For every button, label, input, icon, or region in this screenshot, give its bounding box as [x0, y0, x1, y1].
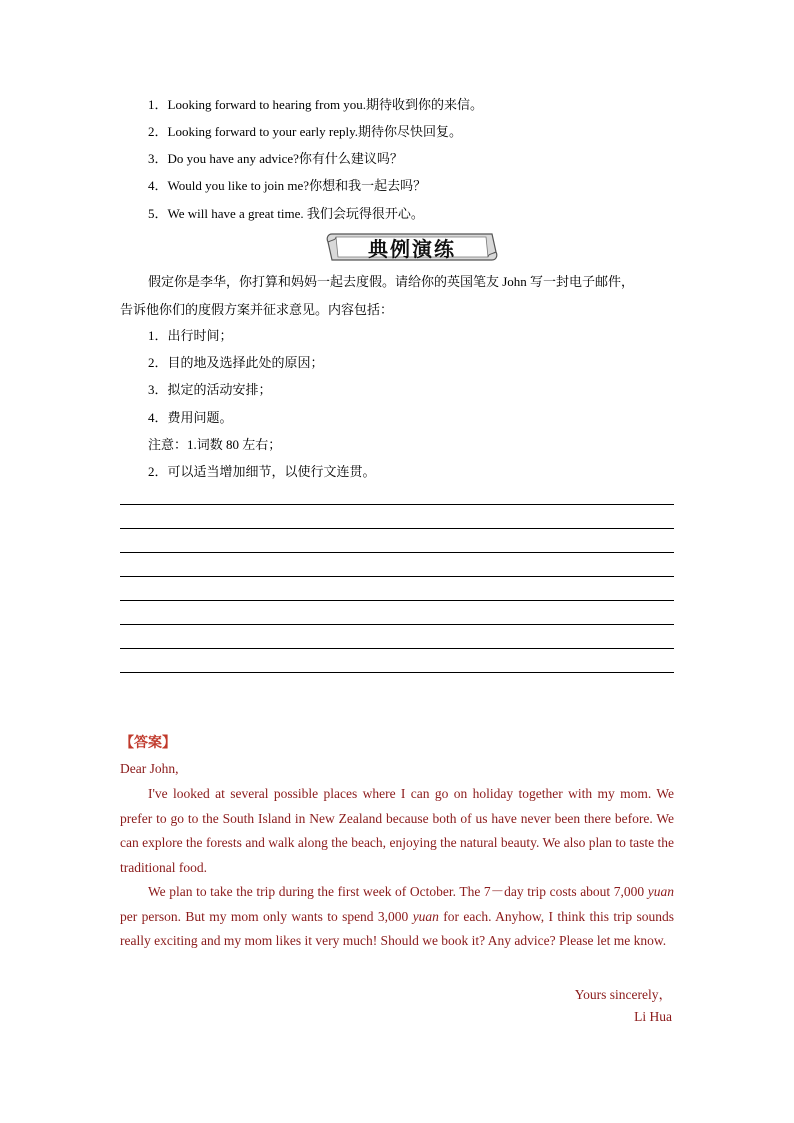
- phrase-item: 3．Do you have any advice?你有什么建议吗？: [148, 151, 403, 166]
- writing-line: [120, 648, 674, 649]
- paragraph-text: We plan to take the trip during the first week of October. The 7－day trip costs about 7,000: [148, 884, 648, 899]
- section-banner: [326, 230, 498, 264]
- letter-paragraph: [120, 880, 674, 954]
- phrase-item: 5．We will have a great time. 我们会玩得很开心。: [148, 206, 424, 221]
- task-point: 3．拟定的活动安排；: [148, 382, 272, 397]
- letter-signature: Li Hua: [634, 1009, 672, 1024]
- writing-line: [120, 552, 674, 553]
- task-point: 1．出行时间；: [148, 328, 233, 343]
- currency-unit: yuan: [412, 908, 439, 924]
- task-point: 2．目的地及选择此处的原因；: [148, 355, 324, 370]
- writing-line: [120, 576, 674, 577]
- letter-salutation: Dear John,: [120, 761, 179, 776]
- writing-line: [120, 528, 674, 529]
- phrase-item: 4．Would you like to join me?你想和我一起去吗？: [148, 178, 427, 193]
- writing-line: [120, 624, 674, 625]
- task-intro: 假定你是李华，你打算和妈妈一起去度假。请给你的英国笔友 John 写一封电子邮件，: [148, 274, 635, 289]
- phrase-item: 2．Looking forward to your early reply.期待你尽快回复。: [148, 124, 462, 139]
- letter-closing: Yours sincerely，: [574, 987, 672, 1002]
- task-point: 4．费用问题。: [148, 410, 233, 425]
- answer-writing-lines: [120, 504, 674, 696]
- writing-line: [120, 504, 674, 505]
- answer-label: 【答案】: [120, 735, 176, 751]
- letter-paragraph: I've looked at several possible places where I can go on holiday together with my mom. We prefer to go to the South Island in New Zealand because both of us have never been there before. We can explore the forests and walk along the beach, enjoying the natural beauty. We also plan to taste the traditional food.: [120, 786, 674, 876]
- paragraph-text: per person. But my mom only wants to spend 3,000: [120, 908, 413, 924]
- writing-line: [120, 672, 674, 673]
- task-note: 注意：1.词数 80 左右；: [148, 437, 282, 452]
- phrase-item: 1．Looking forward to hearing from you.期待收到你的来信。: [148, 97, 484, 112]
- task-intro: 告诉他你们的度假方案并征求意见。内容包括：: [120, 302, 394, 317]
- paragraph-text: for each. Anyhow, I think this trip sounds really exciting and my mom likes it very much! Should we book it? Any advice? Please let me know.: [120, 908, 674, 949]
- writing-line: [120, 600, 674, 601]
- banner-title: 典例演练: [368, 237, 456, 261]
- currency-unit: yuan: [647, 884, 674, 899]
- task-note: 2．可以适当增加细节，以使行文连贯。: [148, 464, 376, 479]
